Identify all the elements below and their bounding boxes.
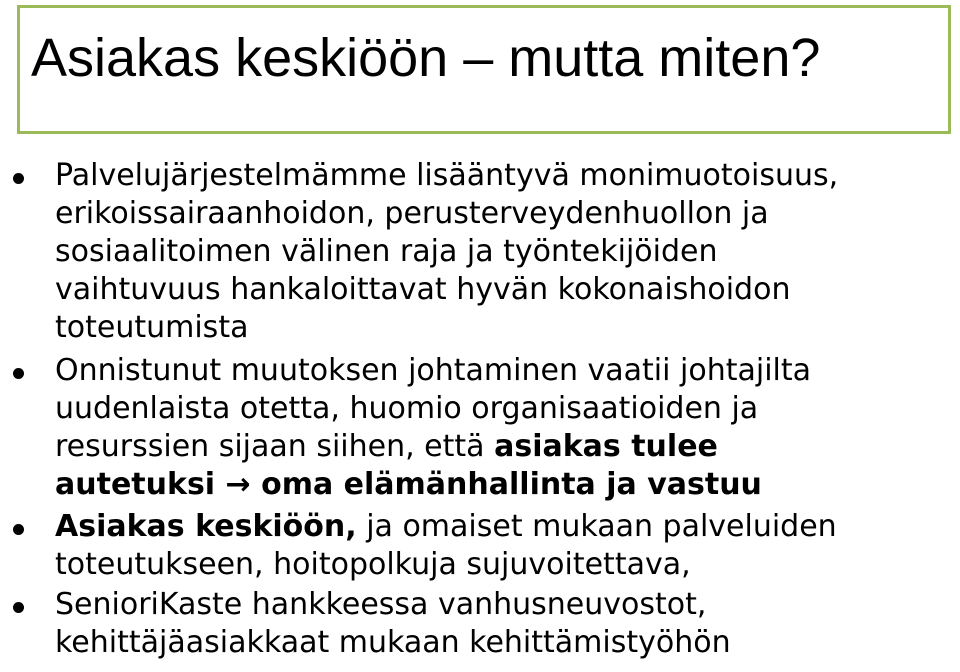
bold-text-run: autetuksi → oma elämänhallinta ja vastuu xyxy=(55,467,762,502)
bullet-text-1 xyxy=(55,157,950,347)
text-run: Onnistunut muutoksen johtaminen vaatii johtajilta xyxy=(55,353,812,388)
text-run: erikoissairaanhoidon, perusterveydenhuollon ja xyxy=(55,196,769,231)
text-run: ja omaiset mukaan palveluiden xyxy=(356,509,837,544)
bullet-line xyxy=(55,271,950,309)
bullet-dot-3 xyxy=(13,524,24,535)
bullet-text-4 xyxy=(55,586,950,662)
bullet-line xyxy=(55,466,950,504)
text-run: SenioriKaste hankkeessa vanhusneuvostot, xyxy=(55,587,707,622)
text-run: Palvelujärjestelmämme lisääntyvä monimuotoisuus, xyxy=(55,158,839,193)
text-run: vaihtuvuus hankaloittavat hyvän kokonaishoidon xyxy=(55,272,791,307)
bullet-line xyxy=(55,624,950,662)
bullet-line xyxy=(55,586,950,624)
bullet-line xyxy=(55,233,950,271)
bullet-dot-1 xyxy=(13,173,24,184)
text-run: sosiaalitoimen välinen raja ja työntekijöiden xyxy=(55,234,718,269)
text-run: kehittäjäasiakkaat mukaan kehittämistyöhön xyxy=(55,625,731,660)
text-run: toteutumista xyxy=(55,310,249,345)
bullet-line xyxy=(55,546,950,584)
bullet-line xyxy=(55,508,950,546)
bullet-dot-4 xyxy=(13,602,24,613)
bullet-line xyxy=(55,352,950,390)
bullet-line xyxy=(55,428,950,466)
bullet-dot-2 xyxy=(13,368,24,379)
bullet-text-2 xyxy=(55,352,950,504)
bold-text-run: Asiakas keskiöön, xyxy=(55,509,357,544)
bold-text-run: asiakas tulee xyxy=(494,429,718,464)
bullet-line xyxy=(55,195,950,233)
text-run: resurssien sijaan siihen, että xyxy=(55,429,495,464)
bullet-line xyxy=(55,309,950,347)
bullet-text-3 xyxy=(55,508,950,584)
bullet-line xyxy=(55,390,950,428)
bullet-line xyxy=(55,157,950,195)
slide-title: Asiakas keskiöön – mutta miten? xyxy=(31,28,821,88)
text-run: toteutukseen, hoitopolkuja sujuvoitettava, xyxy=(55,547,691,582)
text-run: uudenlaista otetta, huomio organisaatioiden ja xyxy=(55,391,759,426)
